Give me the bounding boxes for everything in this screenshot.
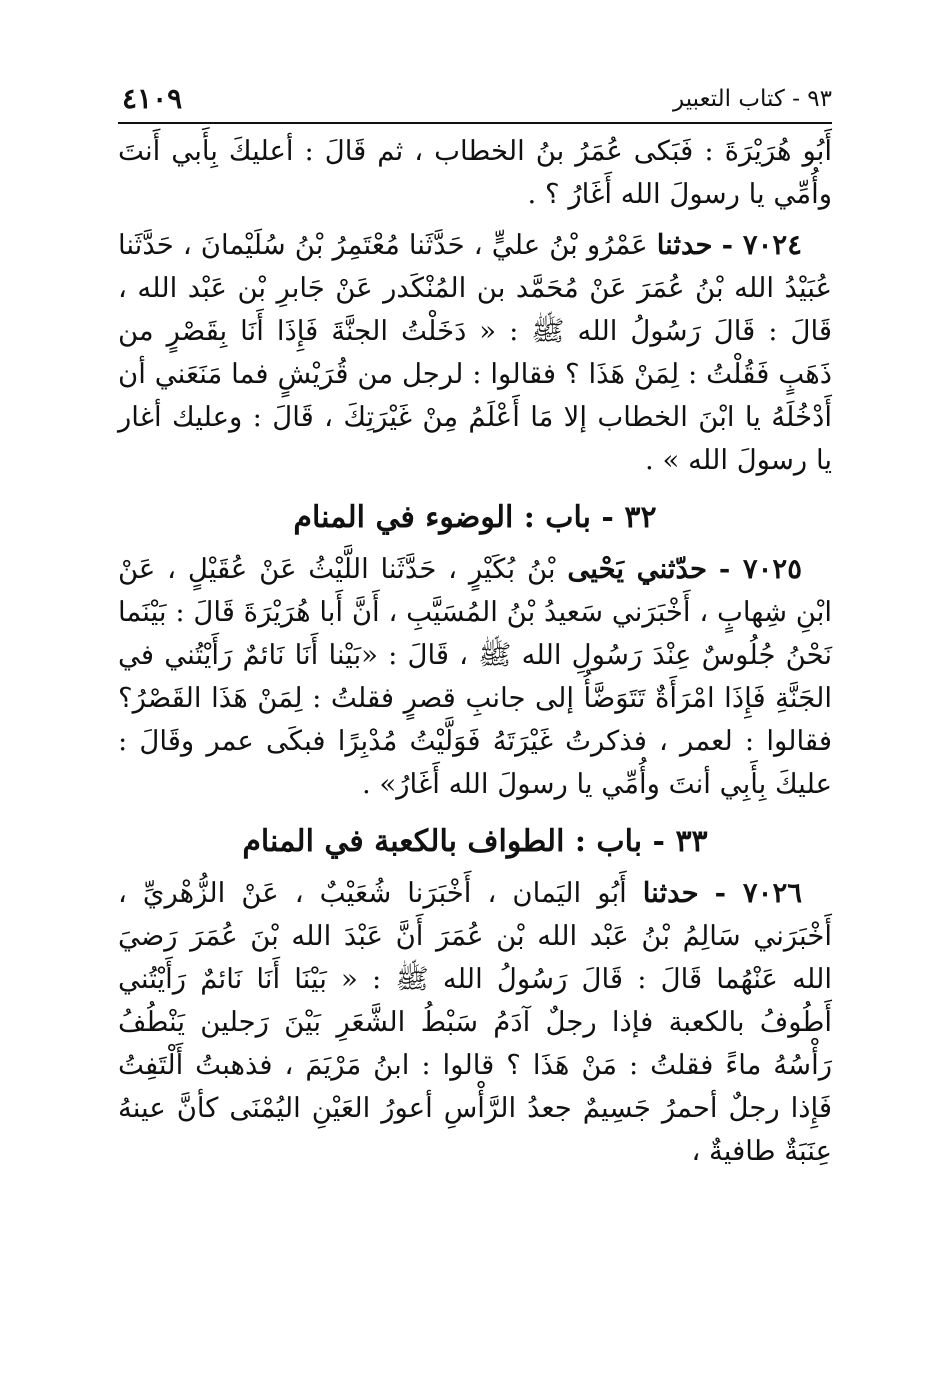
page-header — [118, 78, 832, 124]
page-body — [118, 130, 832, 1173]
hadith-7024 — [118, 224, 832, 482]
page-number: ٤١٠٩ — [122, 82, 183, 115]
chapter-heading-32: ٣٢ - باب : الوضوء في المنام — [293, 500, 657, 535]
continuation-paragraph: أَبُو هُرَيْرَةَ : فَبَكى عُمَرُ بنُ الخطاب ، ثم قَالَ : أعليكَ بِأَبي أَنتَ وأُمِّي يا رسولَ الله أَغَارُ ؟ . — [118, 135, 832, 210]
hadith-text: بْنُ بُكَيْرٍ ، حَدَّثَنا اللَّيْثُ عَنْ عُقَيْلٍ ، عَنْ ابْنِ شِهابٍ ، أَخْبَرَني سَعيدُ بْنُ المُسَيَّبِ ، أَنَّ أَبا هُرَيْرَةَ قَالَ : بَيْنَما نَحْنُ جُلُوسٌ عِنْدَ رَسُولِ الله ﷺ ، قَالَ : «بَيْنا أَنَا نَائمٌ رَأَيْتُني في الجَنَّةِ فَإِذَا امْرَأَةٌ تَتَوَضَّأُ إلى جانبِ قصرٍ فقلتُ : لِمَنْ هَذَا القَصْرُ؟ فقالوا : لعمر ، فذكرتُ غَيْرَتَهُ فَوَلَّيْتُ مُدْبِرًا فبكَى عمر وقَالَ : عليكَ بِأَبِي أنتَ وأُمِّي يا رسولَ الله أَغَارُ» . — [118, 553, 832, 800]
hadith-text: أَبُو اليَمان ، أَخْبَرَنا شُعَيْبٌ ، عَنْ الزُّهْريِّ ، أَخْبَرَني سَالِمُ بْنُ عَبْد الله بْن عُمَرَ أَنَّ عَبْدَ الله بْنَ عُمَرَ رَضيَ الله عَنْهُما قَالَ : قَالَ رَسُولُ الله ﷺ : « بَيْنَا أَنَا نَائمٌ رَأَيْتُني أَطُوفُ بالكعبة فإذا رجلٌ آدَمُ سَبْطُ الشَّعَرِ بَيْنَ رَجلين يَنْطُفُ رَأْسُهُ ماءً فقلتُ : مَنْ هَذَا ؟ قالوا : ابنُ مَرْيَمَ ، فذهبتُ أَلْتَفِتُ فَإِذا رجلٌ أحمرُ جَسِيمٌ جعدُ الرَّأْسِ أعورُ العَيْنِ اليُمْنَى كأنَّ عينهُ عِنَبَةٌ طافيةٌ ، — [118, 877, 832, 1167]
book-page — [118, 78, 832, 1173]
hadith-number: ٧٠٢٦ - — [714, 877, 802, 909]
hadith-number: ٧٠٢٥ - — [718, 553, 802, 585]
hadith-number: ٧٠٢٤ - — [721, 229, 802, 261]
narration-lead: حدّثني يَحْيى — [567, 553, 707, 585]
hadith-7025 — [118, 548, 832, 806]
narration-lead: حدثنا — [656, 229, 713, 261]
running-title: ٩٣ - كتاب التعبير — [673, 86, 832, 112]
hadith-7026 — [118, 872, 832, 1173]
hadith-text: عَمْرُو بْنُ عليٍّ ، حَدَّثَنا مُعْتَمِرُ بْنُ سُلَيْمانَ ، حَدَّثَنا عُبَيْدُ الله بْنُ عُمَرَ عَنْ مُحَمَّد بن المُنْكَدر عَنْ جَابرِ بْن عَبْد الله ، قَالَ : قَالَ رَسُولُ الله ﷺ : « دَخَلْتُ الجنَّةَ فَإِذَا أَنَا بِقَصْرٍ من ذَهَبٍ فَقُلْتُ : لِمَنْ هَذَا ؟ فقالوا : لرجل من قُرَيْشٍ فما مَنَعَني أن أَدْخُلَهُ يا ابْنَ الخطاب إلا مَا أَعْلَمُ مِنْ غَيْرَتِكَ ، قَالَ : وعليك أغار يا رسولَ الله » . — [118, 229, 832, 476]
narration-lead: حدثنا — [642, 877, 699, 909]
chapter-heading-33: ٣٣ - باب : الطواف بالكعبة في المنام — [242, 824, 708, 859]
